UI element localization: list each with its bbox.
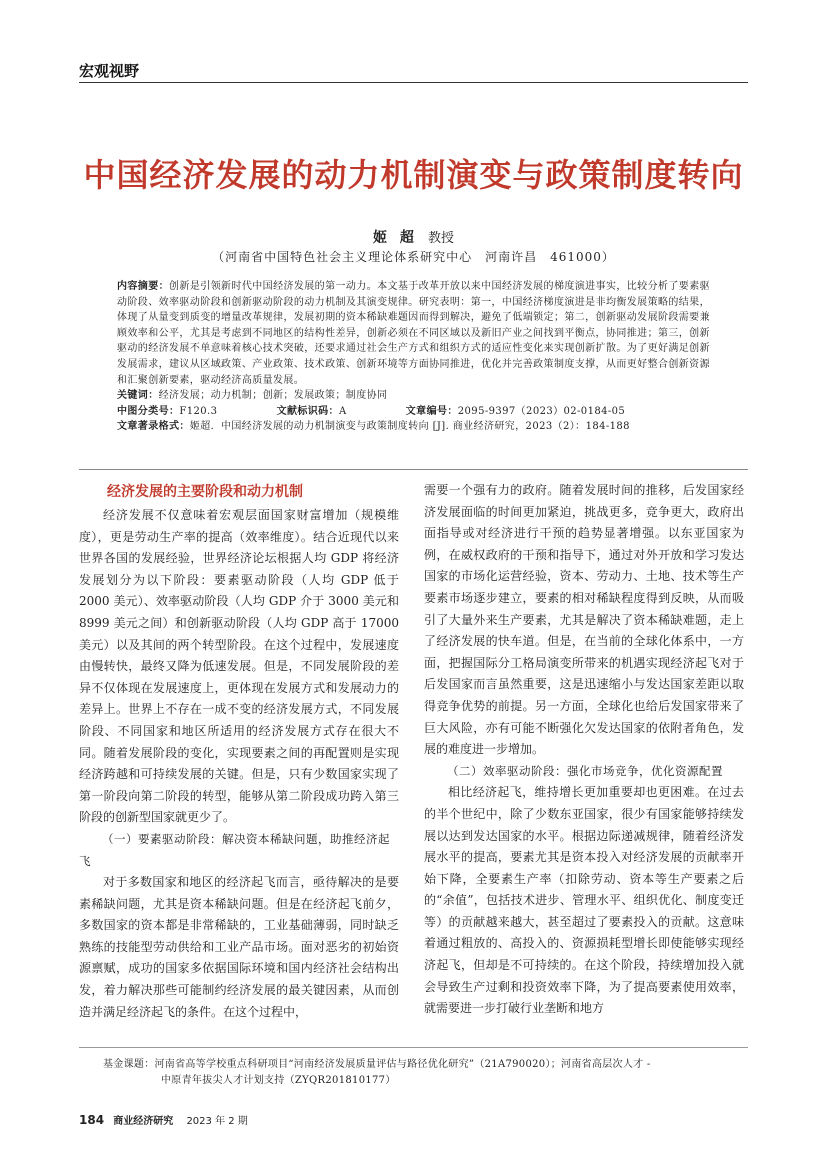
body-paragraph: 相比经济起飞，维持增长更加重要却也更困难。在过去的半个世纪中，除了少数东亚国家，很少有国家能够持续发展以达到发达国家的水平。根据边际递减规律，随着经济发展水平的提高，要素尤其是资本投入对经济发展的贡献率开始下降，全要素生产率（扣除劳动、资本等生产要素之后的“余值”，包括技术进步、管理水平、组织优化、制度变迁等）的贡献越来越大，甚至超过了要素投入的贡献。这意味着通过粗放的、高投入的、资源损耗型增长即使能够实现经济起飞，但却是不可持续的。在这个阶段，持续增加投入就会导致生产过剩和投资效率下降，为了提高要素使用效率，就需要进一步打破行业垄断和地方 bbox=[424, 785, 744, 1016]
keywords-text: 经济发展；动力机制；创新；发展政策；制度协同 bbox=[158, 390, 388, 402]
abstract-paragraph bbox=[117, 279, 710, 388]
citation-row bbox=[117, 419, 710, 435]
subsection-heading: （二）效率驱动阶段：强化市场竞争，优化资源配置 bbox=[447, 763, 723, 778]
doc-code-value: A bbox=[338, 405, 347, 417]
abstract-label: 内容摘要： bbox=[117, 281, 170, 292]
left-column bbox=[79, 480, 399, 1023]
section-heading: 经济发展的主要阶段和动力机制 bbox=[107, 484, 303, 500]
keywords-label: 关键词： bbox=[117, 390, 159, 402]
abstract-block bbox=[117, 279, 710, 435]
abstract-divider bbox=[79, 469, 748, 470]
keywords-row bbox=[117, 388, 710, 404]
article-no-value: 2095-9397（2023）02-0184-05 bbox=[457, 405, 626, 417]
top-divider bbox=[79, 82, 748, 83]
author-line bbox=[79, 227, 748, 247]
citation-label: 文章著录格式： bbox=[117, 421, 190, 433]
author-affiliation: （河南省中国特色社会主义理论体系研究中心 河南许昌 461000） bbox=[212, 250, 615, 264]
footnote-divider bbox=[79, 1047, 748, 1048]
right-column bbox=[424, 480, 744, 1020]
article-title: 中国经济发展的动力机制演变与政策制度转向 bbox=[83, 156, 744, 194]
page-footer bbox=[79, 1112, 248, 1127]
journal-issue: 2023 年 2 期 bbox=[186, 1116, 248, 1127]
doc-code-label: 文献标识码： bbox=[276, 405, 339, 417]
subsection-heading: （一）要素驱动阶段：解决资本稀缺问题，助推经济起飞 bbox=[79, 831, 390, 868]
author-name: 姬 超 bbox=[372, 230, 418, 246]
clc-label: 中图分类号： bbox=[117, 405, 180, 417]
abstract-text: 创新是引领新时代中国经济发展的第一动力。本文基于改革开放以来中国经济发展的梯度演进事实，比较分析了要素驱动阶段、效率驱动阶段和创新驱动阶段的动力机制及其演变规律。研究表明：第一，中国经济梯度演进是非均衡发展策略的结果，体现了从量变到质变的增量改革规律，发展初期的资本稀缺难题因而得到解决，避免了低端锁定；第二，创新驱动发展阶段需要兼顾效率和公平，尤其是考虑到不同地区的结构性差异，创新必须在不同区域以及新旧产业之间找到平衡点，协同推进；第三，创新驱动的经济发展不单意味着核心技术突破，还要求通过社会生产方式和组织方式的适应性变化来实现创新扩散。为了更好满足创新发展需求，建议从区域政策、产业政策、技术政策、创新环境等方面协同推进，优化并完善政策制度支撑，从而更好整合创新资源和汇聚创新要素，驱动经济高质量发展。 bbox=[117, 281, 711, 386]
clc-value: F120.3 bbox=[179, 405, 218, 417]
page-number: 184 bbox=[79, 1113, 105, 1127]
classification-row bbox=[117, 404, 710, 420]
body-paragraph: 对于多数国家和地区的经济起飞而言，亟待解决的是要素稀缺问题，尤其是资本稀缺问题。但是在经济起飞前夕，多数国家的资本都是非常稀缺的，工业基础薄弱，同时缺乏熟练的技能型劳动供给和工业产品市场。面对恶劣的初始资源禀赋，成功的国家多依据国际环境和国内经济社会结构出发，着力解决那些可能制约经济发展的最关键因素，从而创造并满足经济起飞的条件。在这个过程中， bbox=[79, 875, 399, 1019]
author-title: 教授 bbox=[428, 231, 455, 246]
body-paragraph: 需要一个强有力的政府。随着发展时间的推移，后发国家经济发展面临的时间更加紧迫，挑战更多，竞争更大，政府出面指导或对经济进行干预的趋势显著增强。以东亚国家为例，在威权政府的干预和指导下，通过对外开放和学习发达国家的市场化运营经验，资本、劳动力、土地、技术等生产要素市场逐步建立，要素的相对稀缺程度得到反映，从而吸引了大量外来生产要素，尤其是解决了资本稀缺难题，走上了经济发展的快车道。但是，在当前的全球化体系中，一方面，把握国际分工格局演变所带来的机遇实现经济起飞对于后发国家而言虽然重要，这是迅速缩小与发达国家差距以取得竞争优势的前提。另一方面，全球化也给后发国家带来了巨大风险，亦有可能不断强化欠发达国家的依附者角色，发展的难度进一步增加。 bbox=[424, 483, 744, 757]
funding-line: 基金课题：河南省高等学校重点科研项目“河南经济发展质量评估与路径优化研究”（21A790020）；河南省高层次人才 - bbox=[103, 1059, 651, 1070]
journal-name: 商业经济研究 bbox=[113, 1116, 174, 1127]
citation-text: 姬超．中国经济发展的动力机制演变与政策制度转向 [J]. 商业经济研究，2023（2）：184-188 bbox=[189, 421, 630, 433]
body-paragraph: 经济发展不仅意味着宏观层面国家财富增加（规模维度），更是劳动生产率的提高（效率维度）。结合近现代以来世界各国的发展经验，世界经济论坛根据人均 GDP 将经济发展划分为以下阶段：要素驱动阶段（人均 GDP 低于 2000 美元）、效率驱动阶段（人均 GDP 介于 3000 美元和 8999 美元之间）和创新驱动阶段（人均 GDP 高于 17000 美元）以及其间的两个转型阶段。在这个过程中，发展速度由慢转快，最终又降为低速发展。但是，不同发展阶段的差异不仅体现在发展速度上，更体现在发展方式和发展动力的差异上。世界上不存在一成不变的经济发展方式，不同发展阶段、不同国家和地区所适用的经济发展方式存在很大不同。随着发展阶段的变化，实现要素之间的再配置则是实现经济跨越和可持续发展的关键。但是，只有少数国家实现了第一阶段向第二阶段的转型，能够从第二阶段成功跨入第三阶段的创新型国家就更少了。 bbox=[79, 508, 399, 825]
funding-line: 中原青年拔尖人才计划支持（ZYQR201810177） bbox=[161, 1075, 396, 1086]
article-no-label: 文章编号： bbox=[405, 405, 458, 417]
section-label: 宏观视野 bbox=[79, 62, 140, 80]
funding-note bbox=[103, 1057, 748, 1089]
